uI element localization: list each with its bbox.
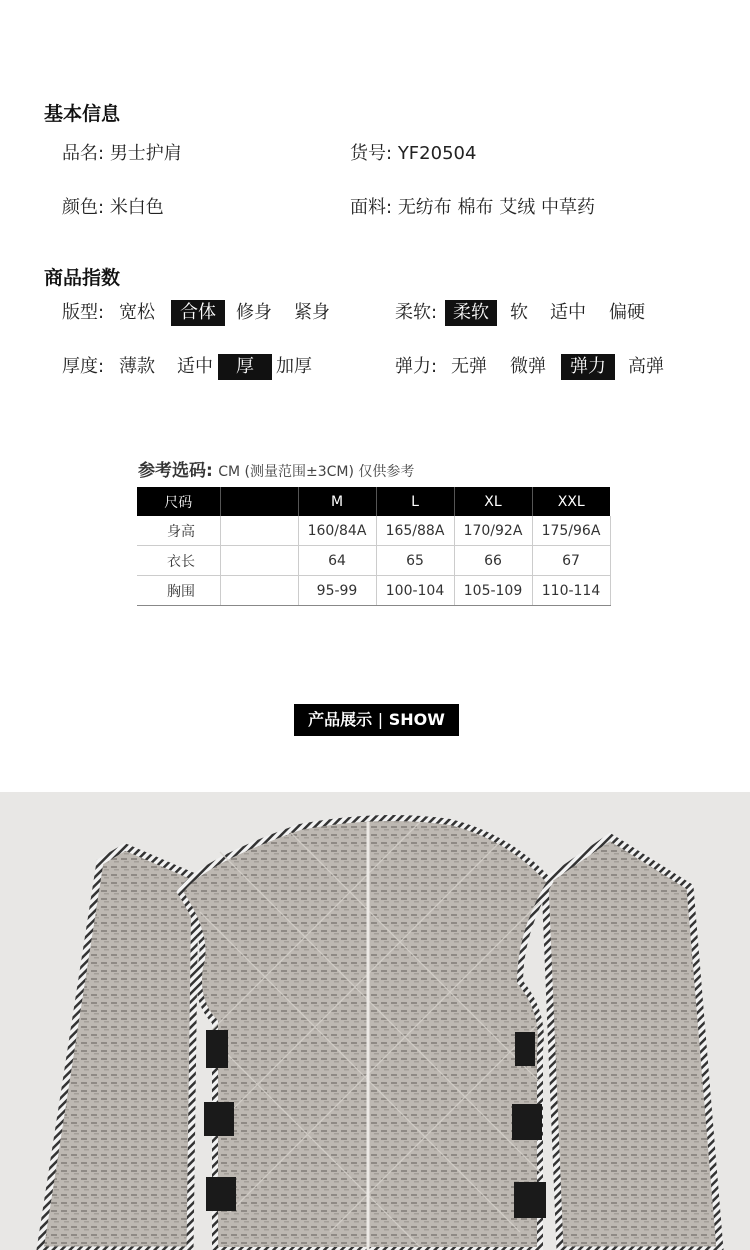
softness-option: 适中 <box>550 302 586 323</box>
empty-cell <box>220 516 298 546</box>
table-cell: 64 <box>298 546 376 576</box>
sku-value: YF20504 <box>397 143 477 164</box>
thickness-option: 适中 <box>177 356 213 377</box>
product-show-separator: | <box>377 710 384 729</box>
table-cell: 105-109 <box>454 576 532 606</box>
size-chart-caption-note: CM (测量范围±3CM) 仅供参考 <box>218 464 415 480</box>
size-chart-caption-title: 参考选码: <box>138 461 213 481</box>
fabric-label: 面料: <box>350 197 393 218</box>
table-row <box>137 576 610 606</box>
elasticity-option: 微弹 <box>510 356 546 377</box>
sku-row <box>350 139 476 165</box>
thickness-option-selected: 厚 <box>218 354 272 380</box>
size-header-cell: XXL <box>532 487 610 516</box>
product-show-label: 产品展示 <box>308 710 373 729</box>
thickness-option: 薄款 <box>119 356 155 377</box>
thickness-label: 厚度: <box>62 356 105 377</box>
size-header-cell: XL <box>454 487 532 516</box>
size-header-cell: M <box>298 487 376 516</box>
color-row <box>62 193 164 219</box>
basic-info-title: 基本信息 <box>44 103 121 125</box>
table-cell: 66 <box>454 546 532 576</box>
elasticity-option: 无弹 <box>451 356 487 377</box>
product-name-row <box>62 139 182 165</box>
elasticity-option: 高弹 <box>628 356 664 377</box>
size-header-cell: L <box>376 487 454 516</box>
color-label: 颜色: <box>62 197 105 218</box>
table-row <box>137 516 610 546</box>
softness-option-selected: 柔软 <box>445 300 497 326</box>
size-header-cell: 尺码 <box>137 487 220 516</box>
fabric-row <box>350 193 595 219</box>
indices-title: 商品指数 <box>44 267 121 289</box>
elasticity-label: 弹力: <box>395 356 438 377</box>
table-cell: 170/92A <box>454 516 532 546</box>
softness-label: 柔软: <box>395 302 438 323</box>
fit-option: 宽松 <box>119 302 155 323</box>
table-cell: 110-114 <box>532 576 610 606</box>
fit-option-selected: 合体 <box>171 300 225 326</box>
product-photo <box>0 792 750 1250</box>
row-label: 身高 <box>137 516 220 546</box>
elasticity-option-selected: 弹力 <box>561 354 615 380</box>
fit-option: 修身 <box>236 302 272 323</box>
color-value: 米白色 <box>109 197 164 218</box>
product-show-label-en: SHOW <box>388 710 445 729</box>
empty-cell <box>220 576 298 606</box>
softness-option: 偏硬 <box>609 302 645 323</box>
fit-label: 版型: <box>62 302 105 323</box>
product-name-label: 品名: <box>62 143 105 164</box>
size-chart-caption <box>138 456 414 481</box>
row-label: 衣长 <box>137 546 220 576</box>
size-table-header <box>137 487 610 516</box>
empty-cell <box>220 546 298 576</box>
fit-option: 紧身 <box>294 302 330 323</box>
table-row <box>137 546 610 576</box>
thickness-option: 加厚 <box>276 356 312 377</box>
product-show-badge <box>294 704 459 736</box>
sku-label: 货号: <box>350 143 393 164</box>
size-table <box>137 487 611 606</box>
size-header-cell <box>220 487 298 516</box>
product-name-value: 男士护肩 <box>109 143 182 164</box>
table-cell: 95-99 <box>298 576 376 606</box>
row-label: 胸围 <box>137 576 220 606</box>
table-cell: 65 <box>376 546 454 576</box>
table-cell: 67 <box>532 546 610 576</box>
softness-option: 软 <box>510 302 528 323</box>
table-cell: 100-104 <box>376 576 454 606</box>
table-cell: 175/96A <box>532 516 610 546</box>
table-cell: 165/88A <box>376 516 454 546</box>
shoulder-pad-illustration <box>0 792 750 1250</box>
table-cell: 160/84A <box>298 516 376 546</box>
fabric-value: 无纺布 棉布 艾绒 中草药 <box>397 197 595 218</box>
